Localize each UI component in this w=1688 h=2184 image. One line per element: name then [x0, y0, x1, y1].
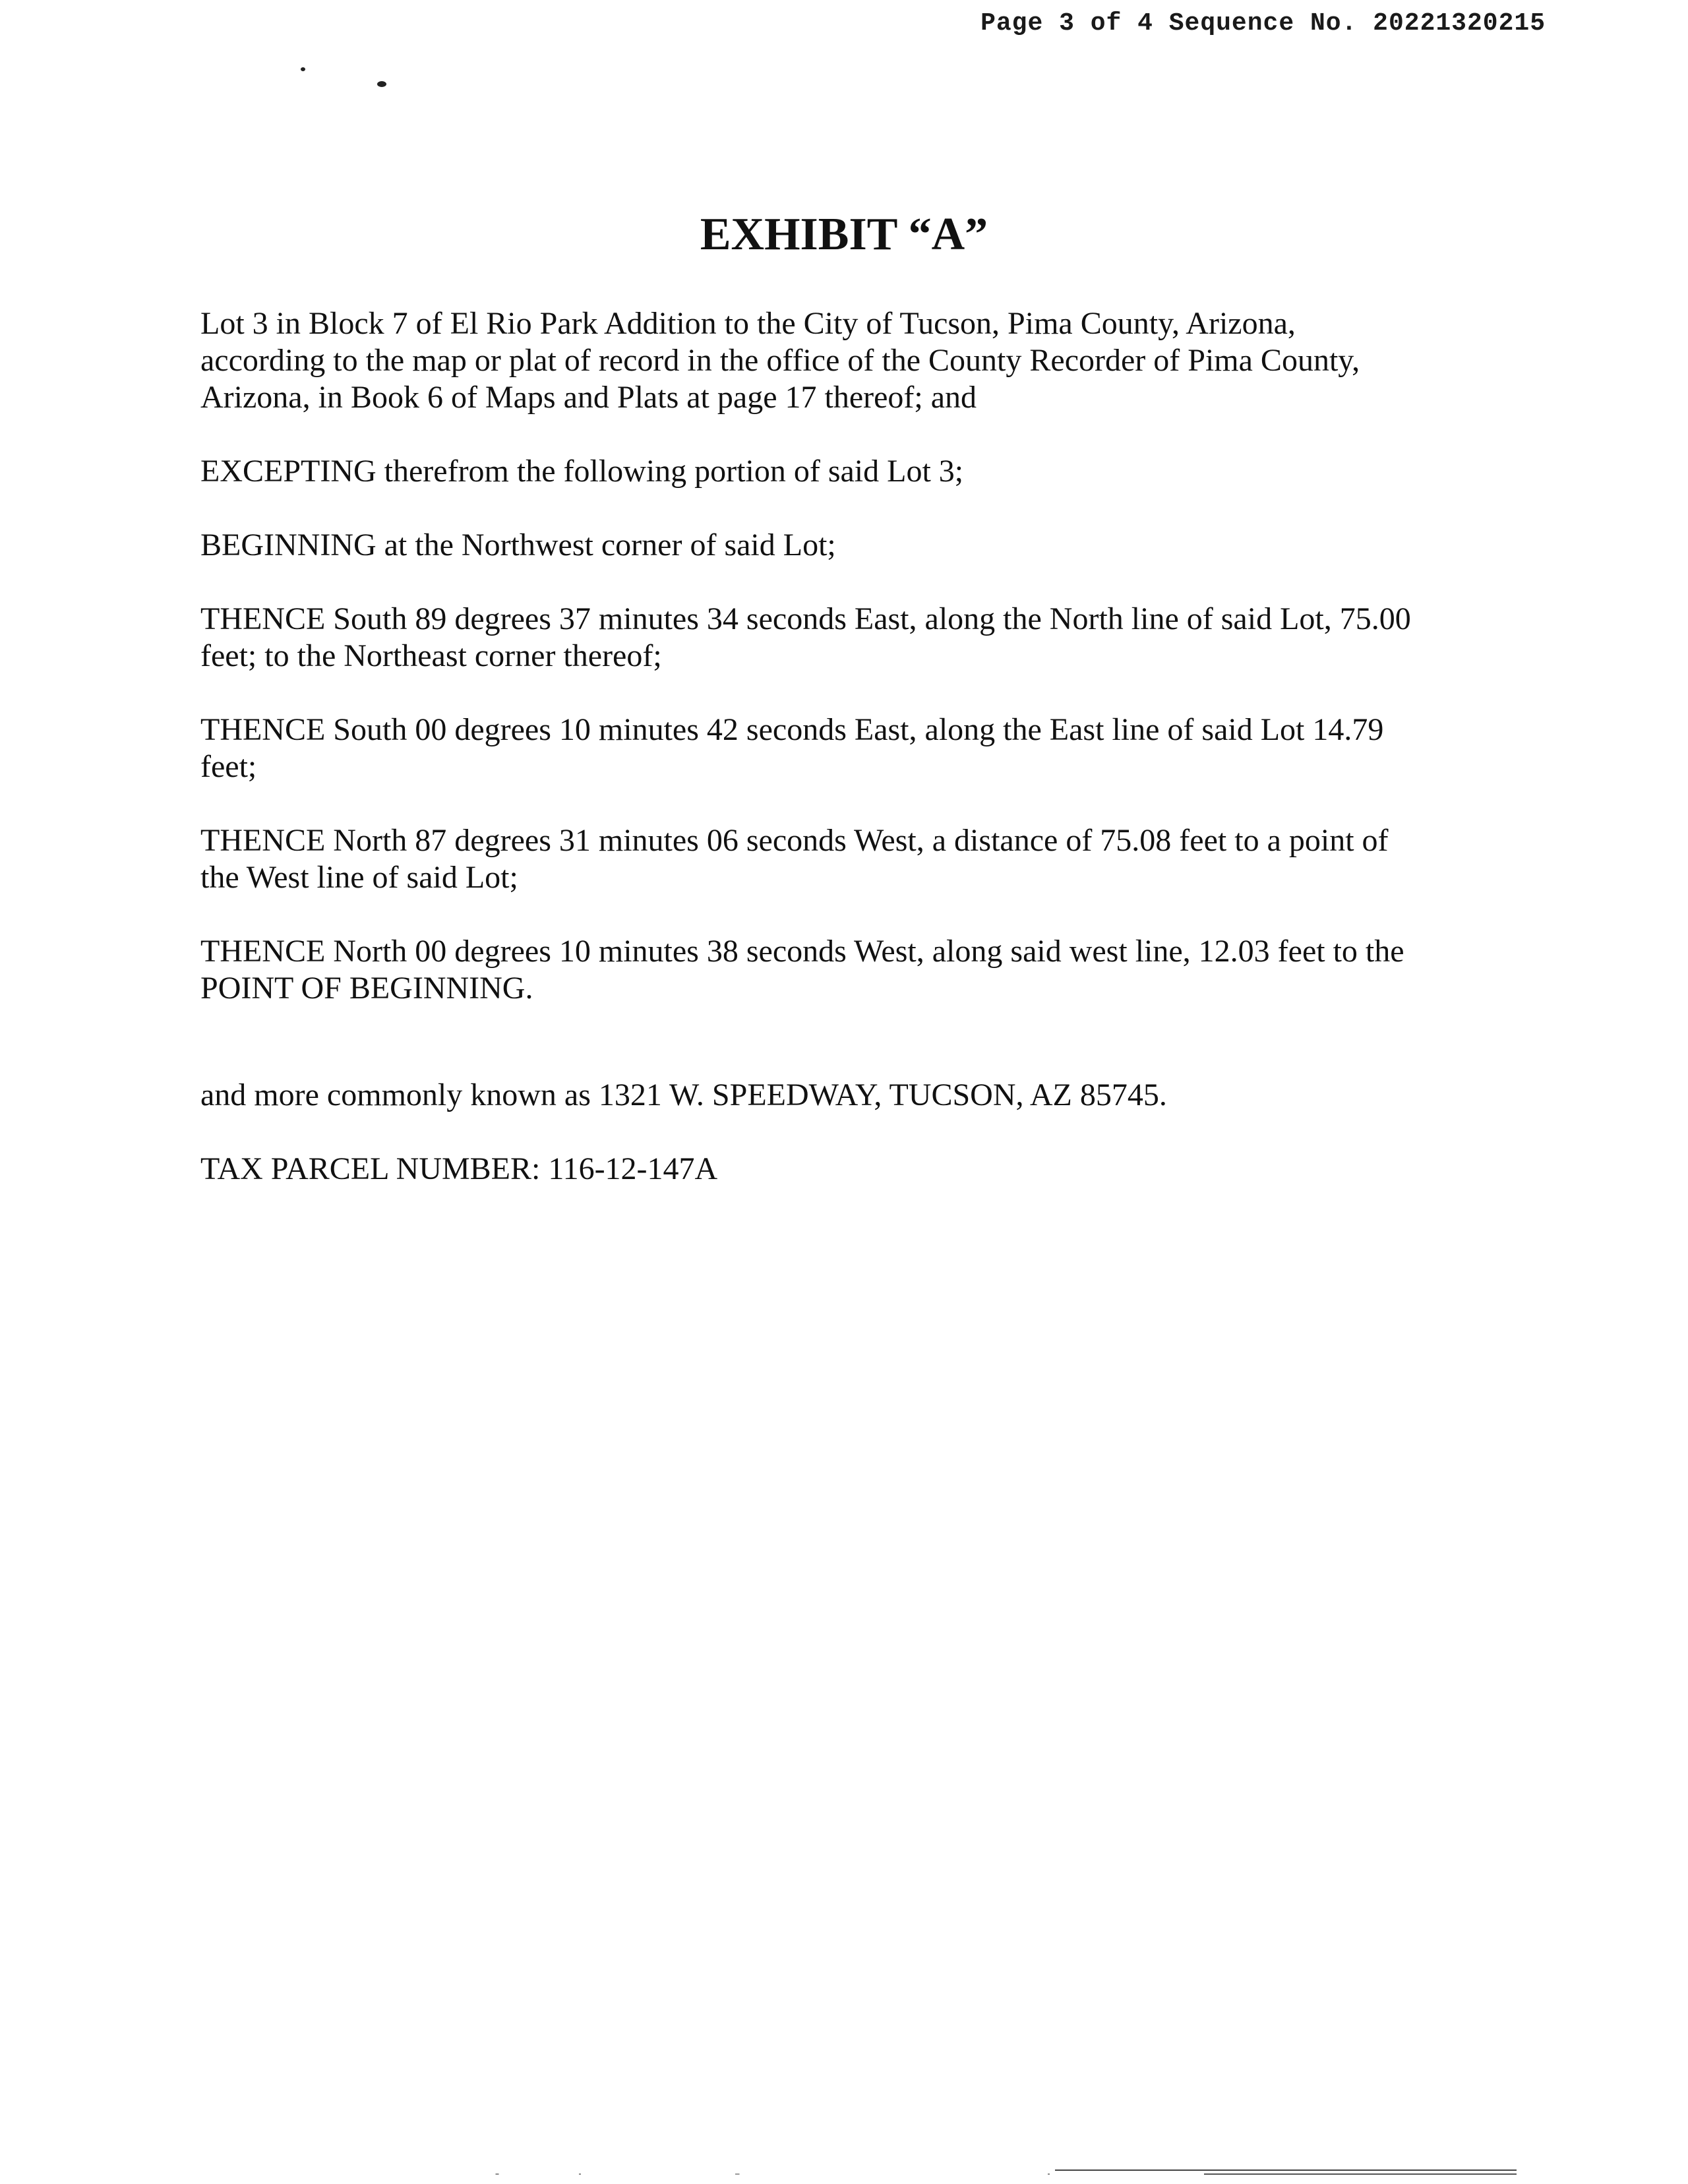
exhibit-title: EXHIBIT “A” — [700, 209, 988, 260]
legal-description — [200, 305, 1506, 1188]
tax-parcel-number: TAX PARCEL NUMBER: 116-12-147A — [200, 1151, 718, 1186]
scan-artifact-line — [1055, 2169, 1517, 2171]
thence-paragraph-1: THENCE South 89 degrees 37 minutes 34 seconds East, along the North line of said Lot, 75.00 feet; to the Northeast corner thereof; — [200, 601, 1411, 673]
scan-speck — [301, 67, 305, 71]
thence-paragraph-4: THENCE North 00 degrees 10 minutes 38 seconds West, along said west line, 12.03 feet to the POINT OF BEGINNING. — [200, 934, 1404, 1006]
scan-speck — [377, 81, 386, 87]
thence-paragraph-3: THENCE North 87 degrees 31 minutes 06 seconds West, a distance of 75.08 feet to a point of the West line of said Lot; — [200, 823, 1389, 895]
lot-description-paragraph: Lot 3 in Block 7 of El Rio Park Addition to the City of Tucson, Pima County, Arizona, according to the map or plat of record in the office of the County Recorder of Pima County, Arizona, in Book 6 of Maps and Plats at page 17 thereof; and — [200, 306, 1360, 415]
thence-paragraph-2: THENCE South 00 degrees 10 minutes 42 seconds East, along the East line of said Lot 14.79 feet; — [200, 712, 1384, 784]
page-sequence-header: Page 3 of 4 Sequence No. 20221320215 — [980, 9, 1546, 38]
excepting-paragraph: EXCEPTING therefrom the following portion of said Lot 3; — [200, 454, 964, 489]
scan-artifact-line — [475, 2173, 1517, 2175]
beginning-paragraph: BEGINNING at the Northwest corner of said Lot; — [200, 528, 836, 562]
common-address-paragraph: and more commonly known as 1321 W. SPEEDWAY, TUCSON, AZ 85745. — [200, 1077, 1167, 1112]
